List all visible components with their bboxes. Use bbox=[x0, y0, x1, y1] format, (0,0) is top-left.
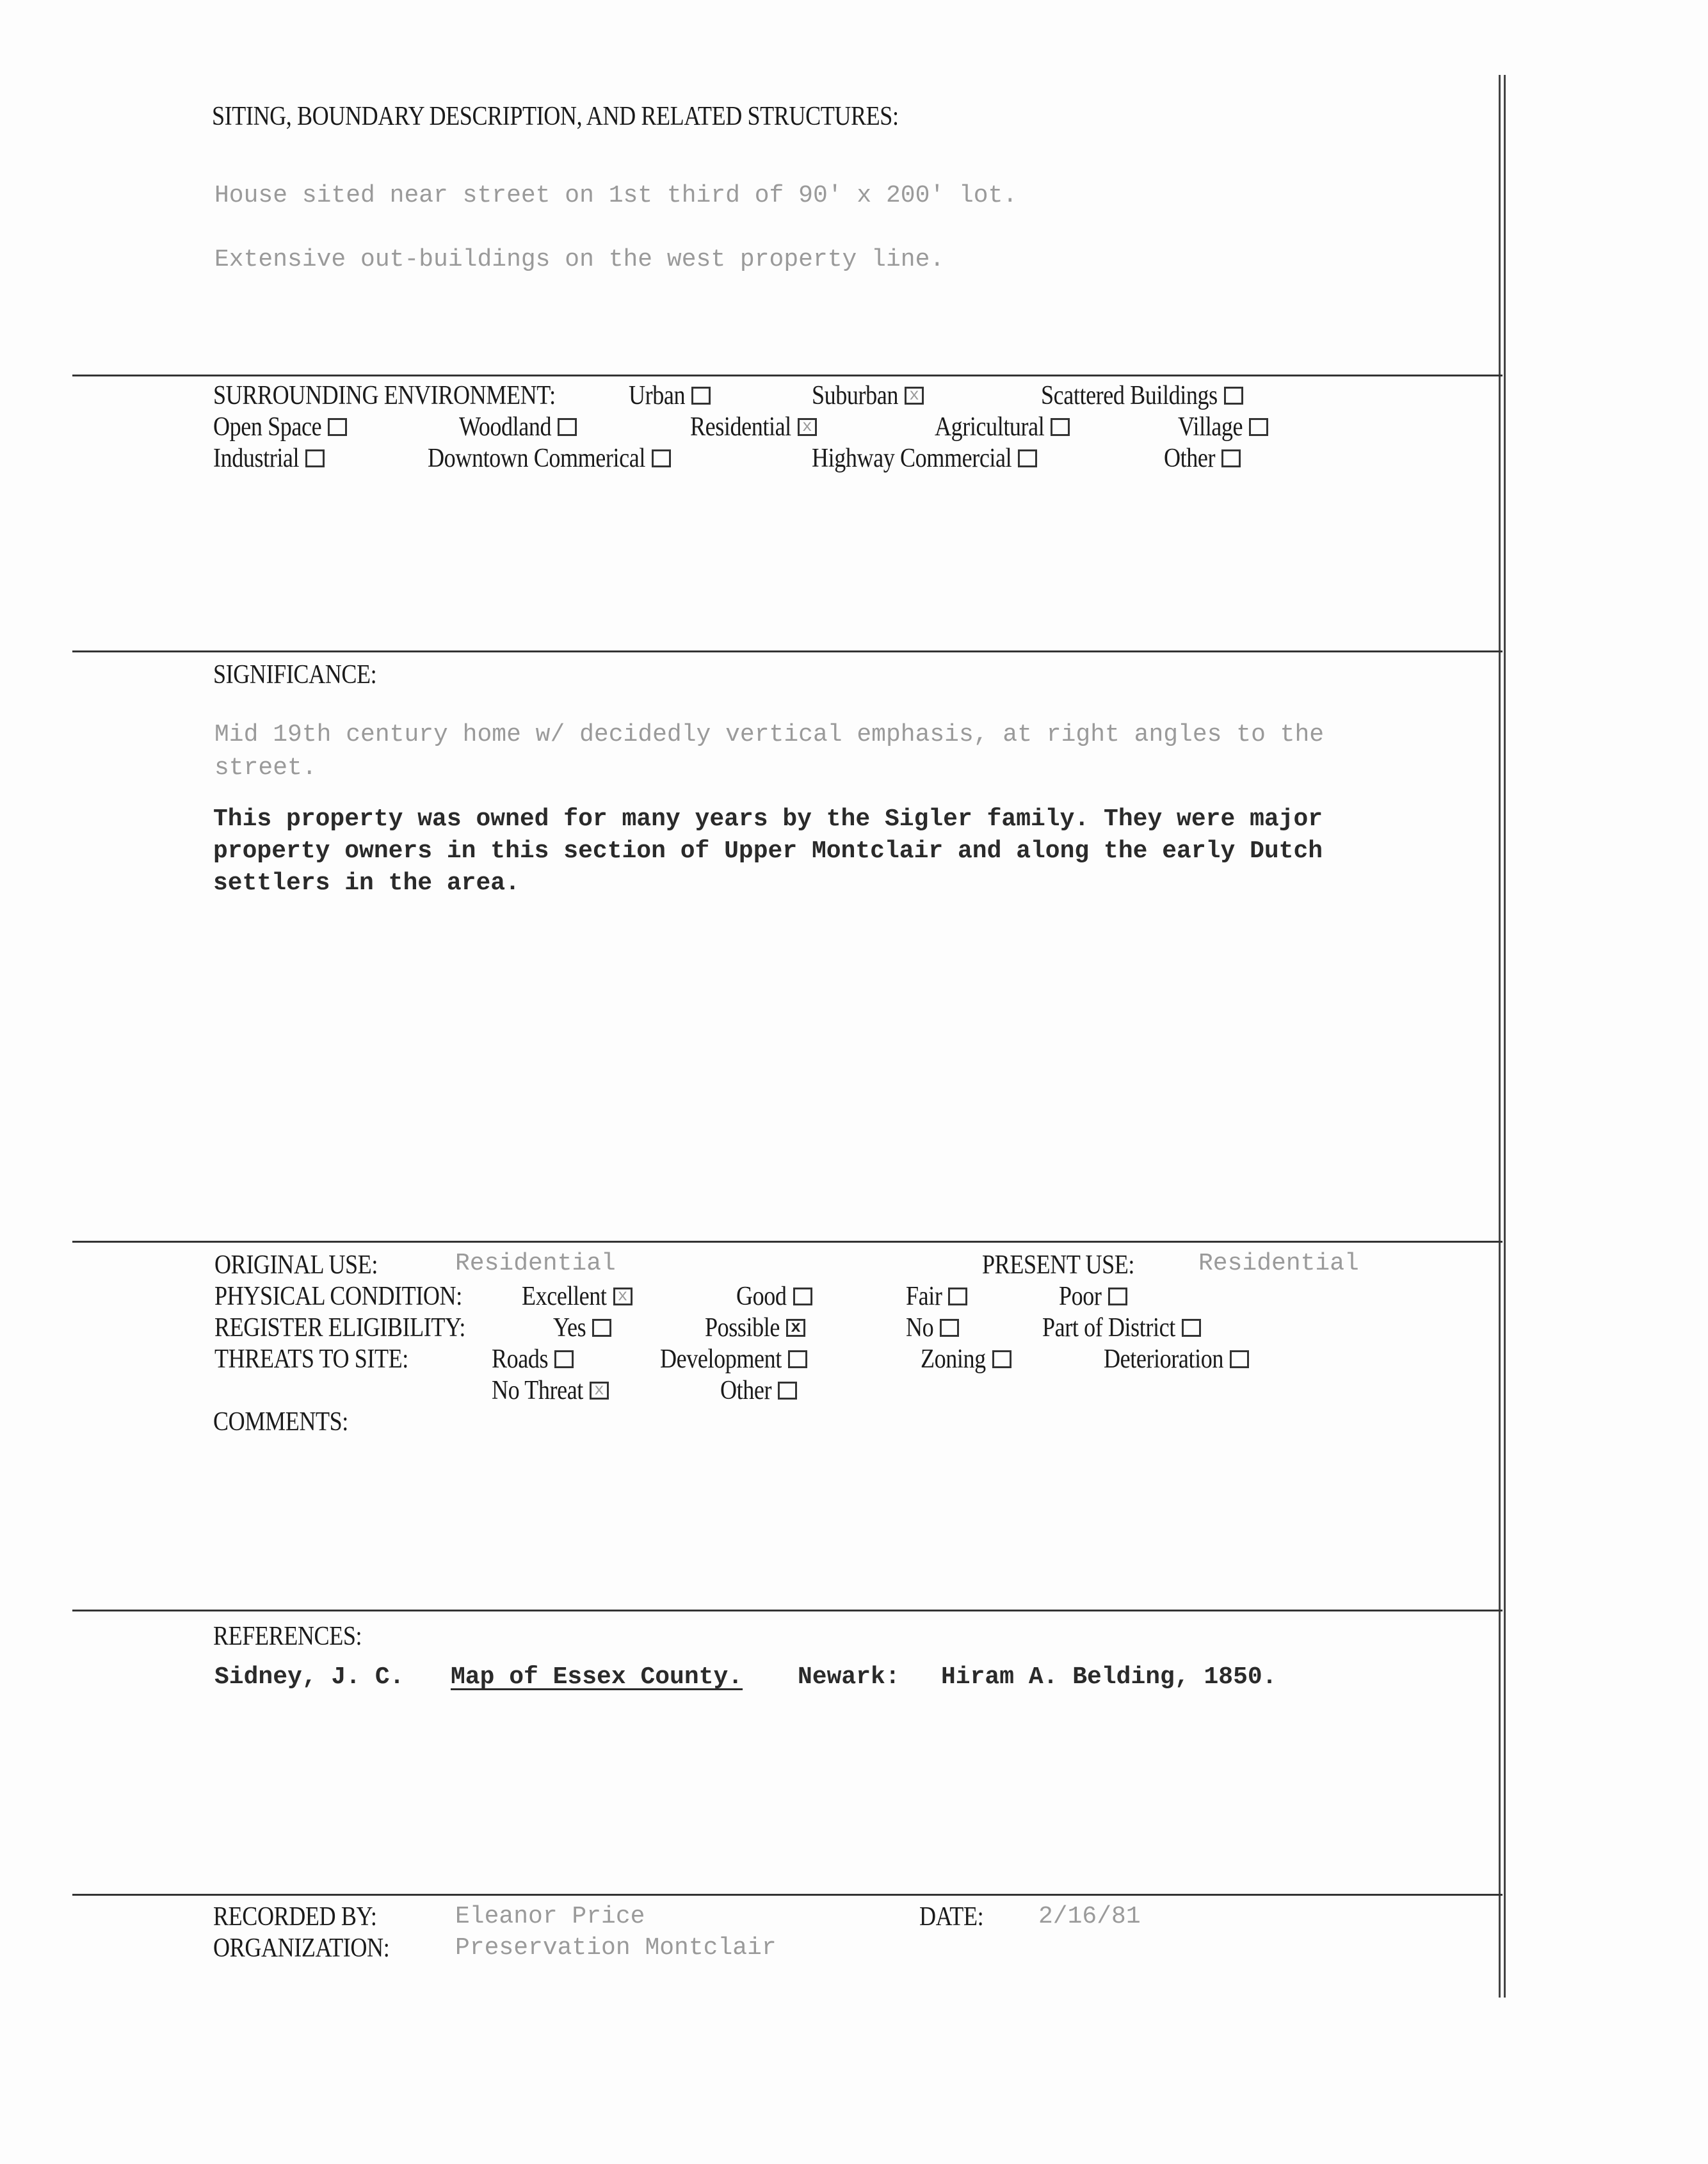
condition-option-fair[interactable] bbox=[906, 1281, 967, 1312]
empty-checkbox[interactable] bbox=[793, 1288, 812, 1305]
empty-checkbox[interactable] bbox=[1018, 449, 1037, 467]
eligibility-option-no[interactable] bbox=[906, 1312, 959, 1343]
option-label: Other bbox=[720, 1376, 772, 1405]
checked-checkbox[interactable] bbox=[786, 1319, 805, 1337]
significance-text-line: settlers in the area. bbox=[213, 869, 520, 897]
empty-checkbox[interactable] bbox=[558, 418, 577, 436]
environment-option-woodland[interactable] bbox=[459, 412, 577, 442]
siting-heading: SITING, BOUNDARY DESCRIPTION, AND RELATED STRUCTURES: bbox=[212, 102, 899, 131]
option-label: Agricultural bbox=[935, 412, 1045, 442]
option-label: Possible bbox=[705, 1313, 780, 1343]
environment-option-industrial[interactable] bbox=[213, 443, 325, 474]
siting-line: Extensive out-buildings on the west property line. bbox=[214, 246, 945, 273]
threats-option-development[interactable] bbox=[660, 1344, 807, 1375]
original-use-label: ORIGINAL USE: bbox=[214, 1250, 378, 1280]
option-label: No Threat bbox=[492, 1376, 583, 1405]
empty-checkbox[interactable] bbox=[992, 1350, 1011, 1368]
checked-checkbox[interactable] bbox=[613, 1288, 632, 1305]
condition-option-excellent[interactable] bbox=[522, 1281, 632, 1312]
threats-option-deterioration[interactable] bbox=[1104, 1344, 1249, 1375]
organization-label: ORGANIZATION: bbox=[213, 1934, 390, 1963]
environment-option-scattered-buildings[interactable] bbox=[1041, 380, 1243, 411]
date-label: DATE: bbox=[919, 1902, 984, 1932]
empty-checkbox[interactable] bbox=[1051, 418, 1070, 436]
empty-checkbox[interactable] bbox=[1182, 1319, 1201, 1337]
empty-checkbox[interactable] bbox=[1224, 387, 1243, 405]
option-label: Deterioration bbox=[1104, 1344, 1223, 1374]
option-label: Village bbox=[1178, 412, 1243, 442]
threats-option-zoning[interactable] bbox=[921, 1344, 1011, 1375]
present-use-value: Residential bbox=[1198, 1250, 1359, 1277]
threats-option-other[interactable] bbox=[720, 1375, 797, 1406]
empty-checkbox[interactable] bbox=[1249, 418, 1268, 436]
eligibility-label: REGISTER ELIGIBILITY: bbox=[214, 1313, 465, 1343]
comments-label: COMMENTS: bbox=[213, 1407, 348, 1437]
siting-line: House sited near street on 1st third of 90' x 200' lot. bbox=[214, 182, 1018, 209]
option-label: Zoning bbox=[921, 1344, 986, 1374]
option-label: Woodland bbox=[459, 412, 552, 442]
environment-label: SURROUNDING ENVIRONMENT: bbox=[213, 381, 556, 410]
empty-checkbox[interactable] bbox=[948, 1288, 967, 1305]
option-label: Good bbox=[736, 1282, 787, 1311]
empty-checkbox[interactable] bbox=[778, 1382, 797, 1400]
option-label: Part of District bbox=[1042, 1313, 1175, 1343]
option-label: Development bbox=[660, 1344, 782, 1374]
environment-option-highway-commercial[interactable] bbox=[812, 443, 1037, 474]
empty-checkbox[interactable] bbox=[788, 1350, 807, 1368]
section-divider bbox=[72, 1894, 1503, 1896]
option-label: Fair bbox=[906, 1282, 942, 1311]
empty-checkbox[interactable] bbox=[940, 1319, 959, 1337]
environment-option-downtown-commerical[interactable] bbox=[428, 443, 671, 474]
recorded-by-value: Eleanor Price bbox=[455, 1903, 645, 1930]
environment-option-agricultural[interactable] bbox=[935, 412, 1070, 442]
environment-option-other[interactable] bbox=[1164, 443, 1241, 474]
empty-checkbox[interactable] bbox=[1230, 1350, 1249, 1368]
condition-label: PHYSICAL CONDITION: bbox=[214, 1282, 462, 1311]
empty-checkbox[interactable] bbox=[554, 1350, 574, 1368]
reference-author: Sidney, J. C. bbox=[214, 1663, 405, 1691]
option-label: Downtown Commerical bbox=[428, 444, 645, 473]
option-label: Excellent bbox=[522, 1282, 607, 1311]
environment-option-suburban[interactable] bbox=[812, 380, 924, 411]
right-border-line bbox=[1504, 75, 1506, 1998]
checked-checkbox[interactable] bbox=[798, 418, 817, 436]
option-label: Poor bbox=[1059, 1282, 1102, 1311]
option-label: Highway Commercial bbox=[812, 444, 1012, 473]
original-use-value: Residential bbox=[455, 1250, 616, 1277]
threats-option-no-threat[interactable] bbox=[492, 1375, 609, 1406]
option-label: Yes bbox=[553, 1313, 586, 1343]
option-label: Scattered Buildings bbox=[1041, 381, 1218, 410]
environment-option-residential[interactable] bbox=[690, 412, 817, 442]
significance-text-line: property owners in this section of Upper Montclair and along the early Dutch bbox=[213, 837, 1323, 865]
eligibility-option-yes[interactable] bbox=[553, 1312, 611, 1343]
environment-option-village[interactable] bbox=[1178, 412, 1268, 442]
eligibility-option-part-of-district[interactable] bbox=[1042, 1312, 1201, 1343]
present-use-label: PRESENT USE: bbox=[982, 1250, 1135, 1280]
environment-option-open-space[interactable] bbox=[213, 412, 347, 442]
checked-checkbox[interactable] bbox=[905, 387, 924, 405]
empty-checkbox[interactable] bbox=[328, 418, 347, 436]
empty-checkbox[interactable] bbox=[305, 449, 325, 467]
option-label: Open Space bbox=[213, 412, 322, 442]
section-divider bbox=[72, 650, 1503, 652]
reference-title: Map of Essex County. bbox=[451, 1663, 743, 1691]
empty-checkbox[interactable] bbox=[691, 387, 711, 405]
reference-publisher: Hiram A. Belding, 1850. bbox=[941, 1663, 1277, 1691]
section-divider bbox=[72, 1610, 1503, 1611]
empty-checkbox[interactable] bbox=[1221, 449, 1241, 467]
option-label: Industrial bbox=[213, 444, 300, 473]
option-label: Residential bbox=[690, 412, 791, 442]
empty-checkbox[interactable] bbox=[652, 449, 671, 467]
option-label: Suburban bbox=[812, 381, 899, 410]
environment-option-urban[interactable] bbox=[629, 380, 711, 411]
organization-value: Preservation Montclair bbox=[455, 1934, 777, 1962]
date-value: 2/16/81 bbox=[1038, 1903, 1141, 1930]
checked-checkbox[interactable] bbox=[590, 1382, 609, 1400]
right-border-line bbox=[1499, 75, 1501, 1998]
condition-option-poor[interactable] bbox=[1059, 1281, 1127, 1312]
section-divider bbox=[72, 1241, 1503, 1243]
option-label: No bbox=[906, 1313, 934, 1343]
threats-label: THREATS TO SITE: bbox=[214, 1344, 408, 1374]
option-label: Other bbox=[1164, 444, 1216, 473]
reference-place: Newark: bbox=[798, 1663, 900, 1691]
significance-typed-line: Mid 19th century home w/ decidedly vertical emphasis, at right angles to the bbox=[214, 721, 1325, 748]
option-label: Urban bbox=[629, 381, 686, 410]
recorded-by-label: RECORDED BY: bbox=[213, 1902, 377, 1932]
empty-checkbox[interactable] bbox=[1108, 1288, 1127, 1305]
empty-checkbox[interactable] bbox=[592, 1319, 611, 1337]
option-label: Roads bbox=[492, 1344, 549, 1374]
threats-option-roads[interactable] bbox=[492, 1344, 574, 1375]
significance-heading: SIGNIFICANCE: bbox=[213, 660, 377, 690]
condition-option-good[interactable] bbox=[736, 1281, 812, 1312]
section-divider bbox=[72, 375, 1503, 376]
significance-typed-line: street. bbox=[214, 754, 317, 782]
significance-text-line: This property was owned for many years by the Sigler family. They were major bbox=[213, 805, 1323, 833]
eligibility-option-possible[interactable] bbox=[705, 1312, 805, 1343]
references-label: REFERENCES: bbox=[213, 1622, 362, 1651]
